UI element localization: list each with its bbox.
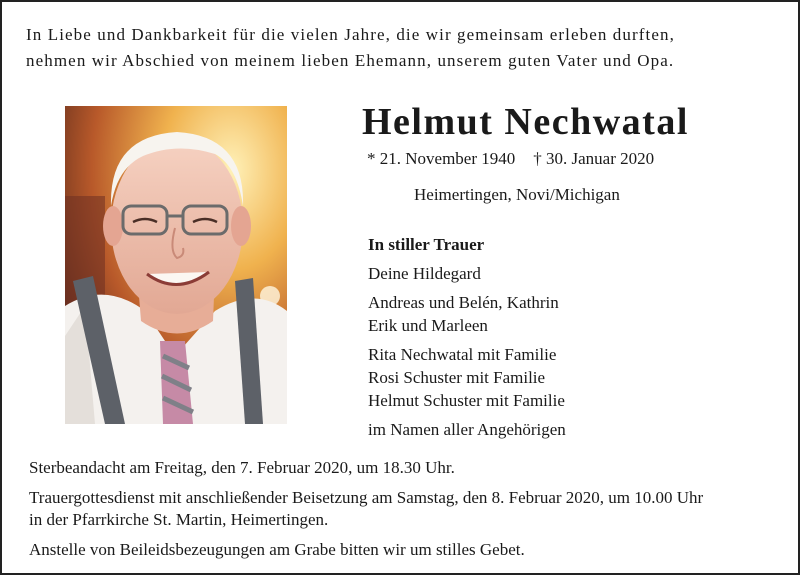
mourner-spouse: Deine Hildegard [368, 264, 481, 283]
service-notice [29, 487, 789, 531]
birth-date: * 21. November 1940 [367, 149, 516, 168]
mourner-relatives-2: Rosi Schuster mit Familie [368, 368, 546, 387]
mourners-list [368, 233, 566, 441]
service-line-2: in der Pfarrkirche St. Martin, Heimertingen. [29, 510, 329, 529]
condolence-request: Anstelle von Beileidsbezeugungen am Grabe bitten wir um stilles Gebet. [29, 540, 525, 559]
intro-line-2: nehmen wir Abschied von meinem lieben Ehemann, unserem guten Vater und Opa. [26, 51, 675, 70]
intro-line-1: In Liebe und Dankbarkeit für die vielen Jahre, die wir gemeinsam erleben durften, [26, 25, 675, 44]
mourner-children-1: Andreas und Belén, Kathrin [368, 293, 559, 312]
mourner-children-2: Erik und Marleen [368, 316, 488, 335]
footer-notices [29, 457, 789, 569]
service-line-1: Trauergottesdienst mit anschließender Beisetzung am Samstag, den 8. Februar 2020, um 10.00 Uhr [29, 488, 704, 507]
death-date: † 30. Januar 2020 [533, 149, 655, 168]
places: Heimertingen, Novi/Michigan [414, 185, 620, 204]
deceased-name: Helmut Nechwatal [362, 101, 689, 143]
devotion-notice: Sterbeandacht am Freitag, den 7. Februar 2020, um 18.30 Uhr. [29, 458, 455, 477]
mourner-relatives-3: Helmut Schuster mit Familie [368, 391, 565, 410]
mourners-closing: im Namen aller Angehörigen [368, 420, 566, 439]
mourner-relatives-1: Rita Nechwatal mit Familie [368, 345, 557, 364]
life-dates [367, 149, 654, 169]
intro-text [26, 22, 776, 74]
portrait-photo [65, 106, 287, 424]
mourners-heading: In stiller Trauer [368, 235, 485, 254]
